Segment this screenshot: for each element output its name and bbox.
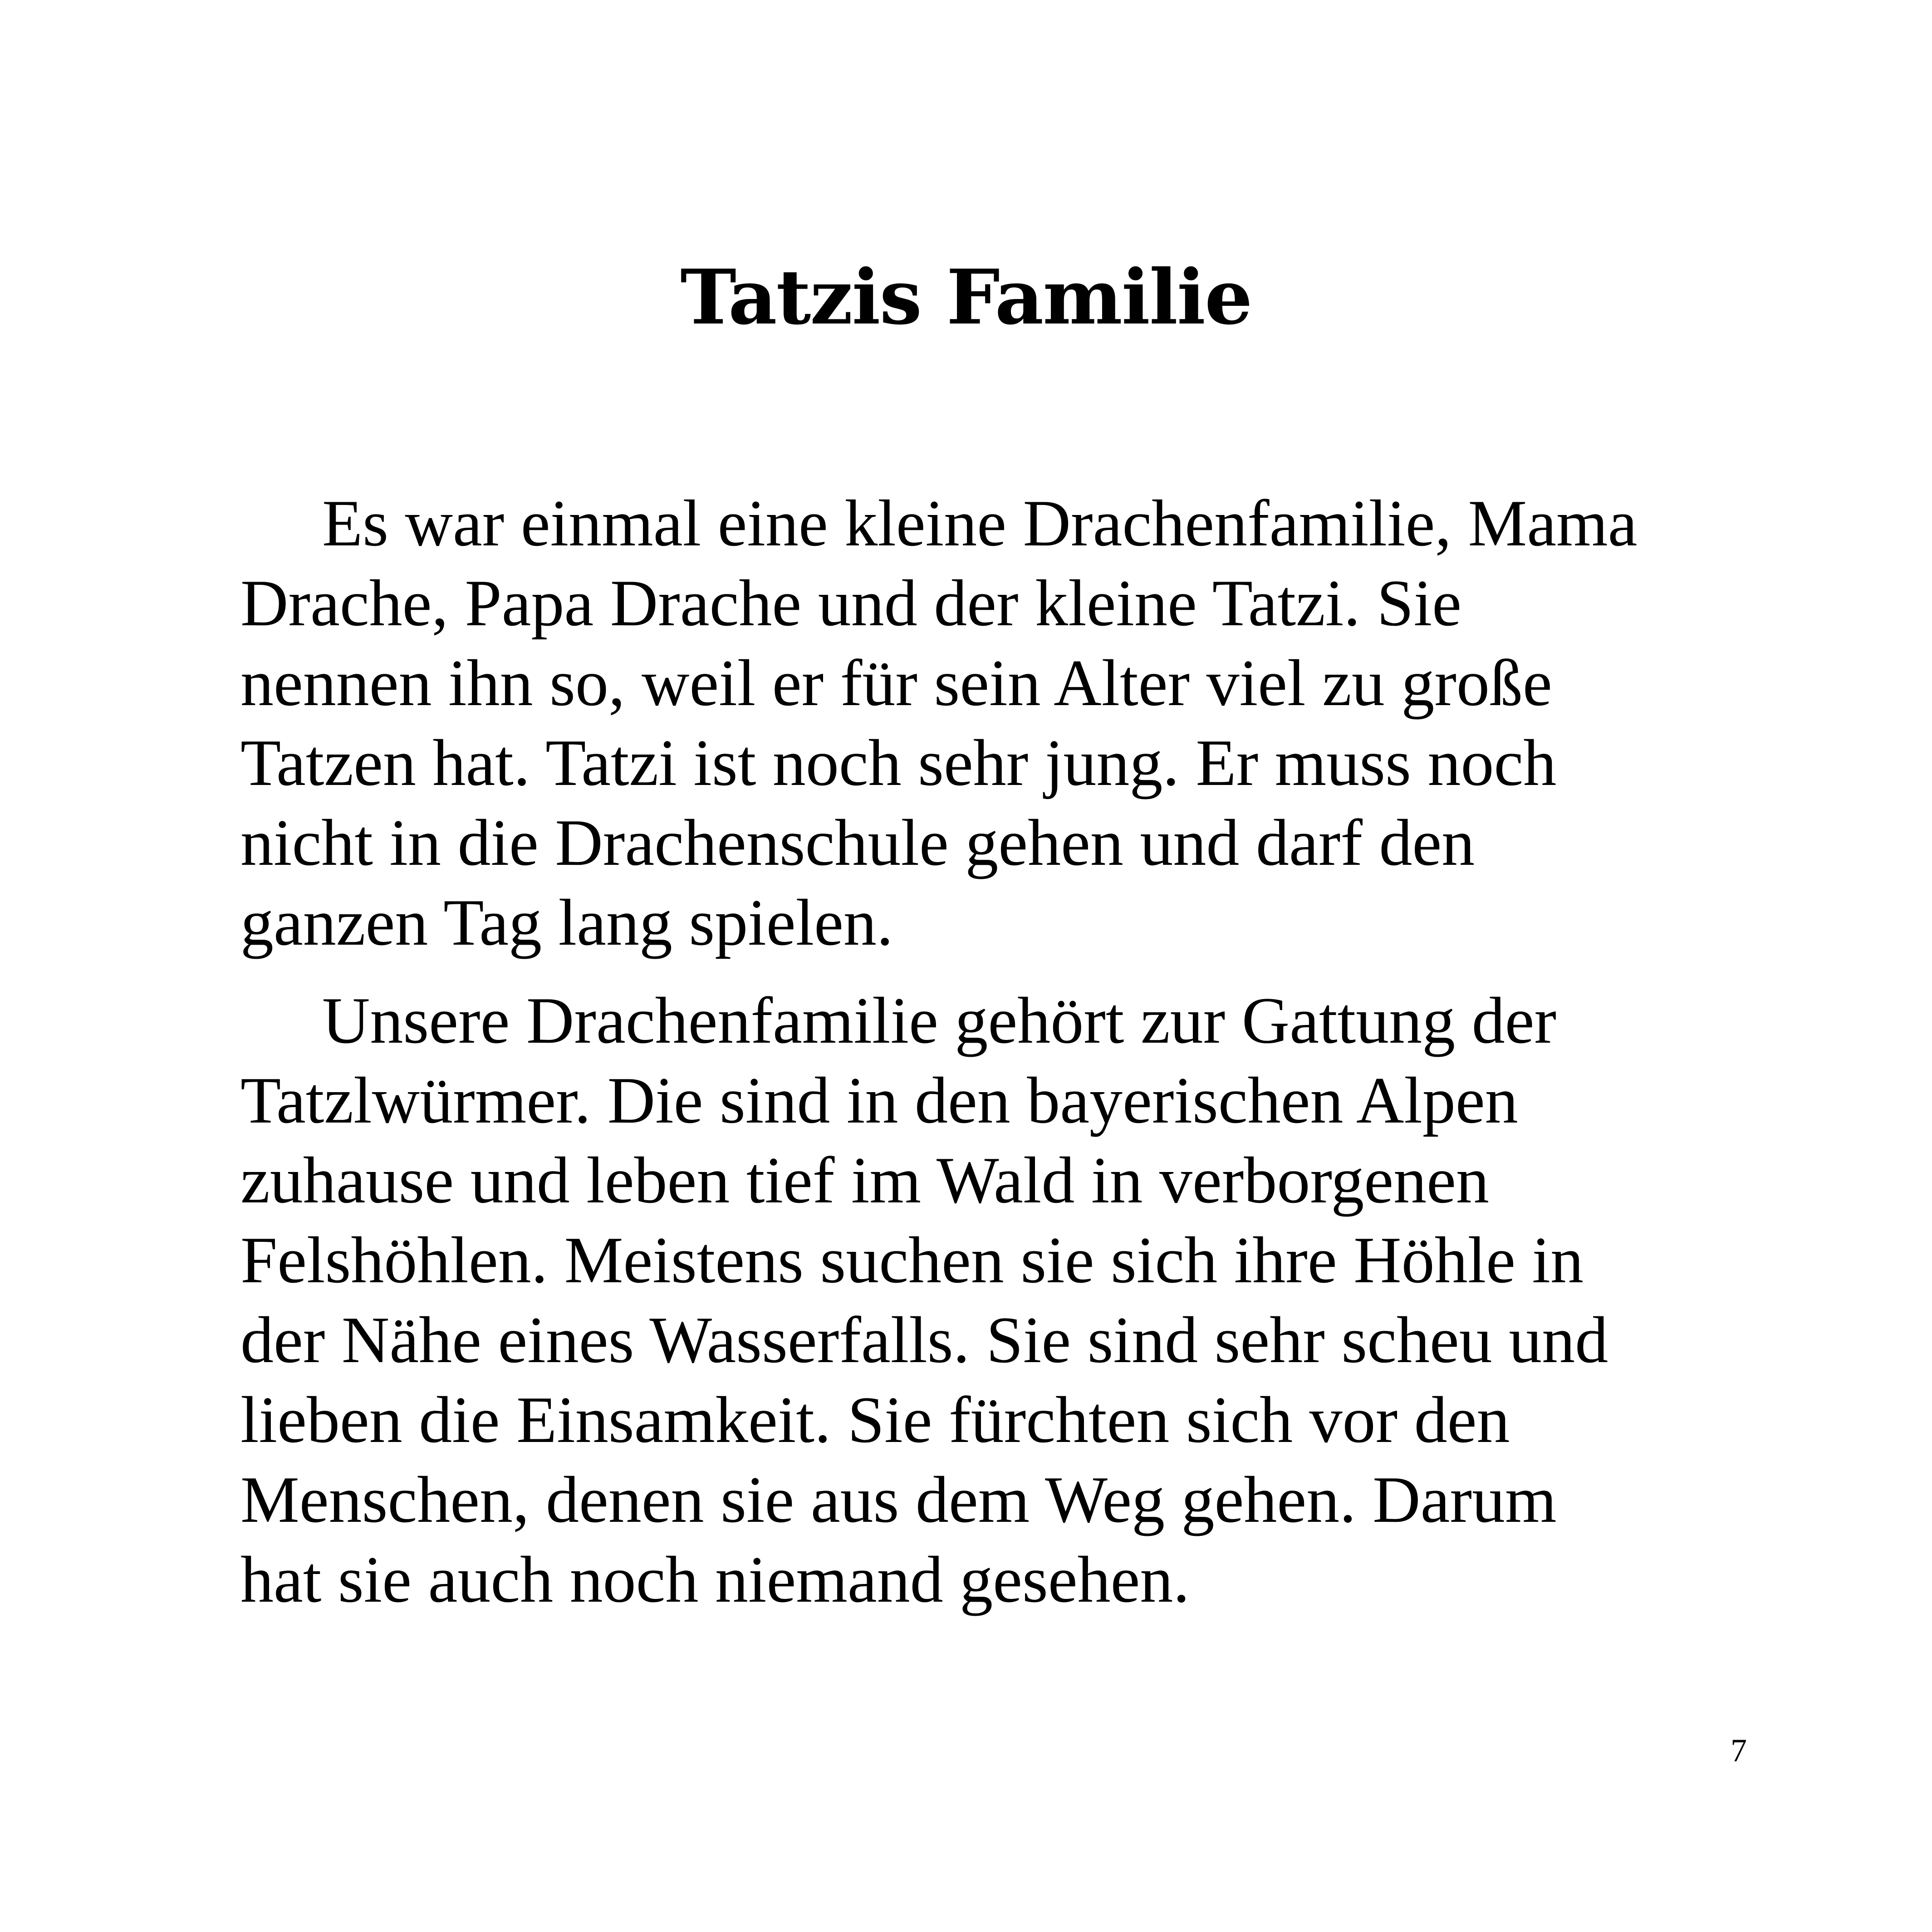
text-line: Tatzlwürmer. Die sind in den bayerischen Alpen: [240, 1064, 1518, 1137]
chapter-title: Tatzis Familie: [680, 253, 1252, 342]
text-line: zuhause und leben tief im Wald in verborgenen: [240, 1143, 1489, 1217]
text-line: Tatzen hat. Tatzi ist noch sehr jung. Er muss noch: [240, 726, 1557, 799]
text-line: lieben die Einsamkeit. Sie fürchten sich vor den: [240, 1383, 1510, 1456]
text-line: Drache, Papa Drache und der kleine Tatzi. Sie: [240, 566, 1462, 640]
paragraph-1: [240, 483, 1738, 962]
text-line: nennen ihn so, weil er für sein Alter viel zu große: [240, 646, 1552, 720]
text-line: Es war einmal eine kleine Drachenfamilie, Mama: [322, 486, 1638, 560]
body-text: [240, 483, 1738, 1619]
text-line: der Nähe eines Wasserfalls. Sie sind sehr scheu und: [240, 1303, 1608, 1377]
text-line: ganzen Tag lang spielen.: [240, 886, 893, 959]
page-number: 7: [1731, 1732, 1747, 1769]
paragraph-2: [240, 981, 1738, 1619]
text-line: Menschen, denen sie aus dem Weg gehen. Darum: [240, 1463, 1557, 1536]
text-line: Unsere Drachenfamilie gehört zur Gattung der: [322, 984, 1557, 1057]
text-line: nicht in die Drachenschule gehen und darf den: [240, 806, 1475, 879]
text-line: Felshöhlen. Meistens suchen sie sich ihre Höhle in: [240, 1223, 1584, 1297]
text-line: hat sie auch noch niemand gesehen.: [240, 1543, 1190, 1616]
